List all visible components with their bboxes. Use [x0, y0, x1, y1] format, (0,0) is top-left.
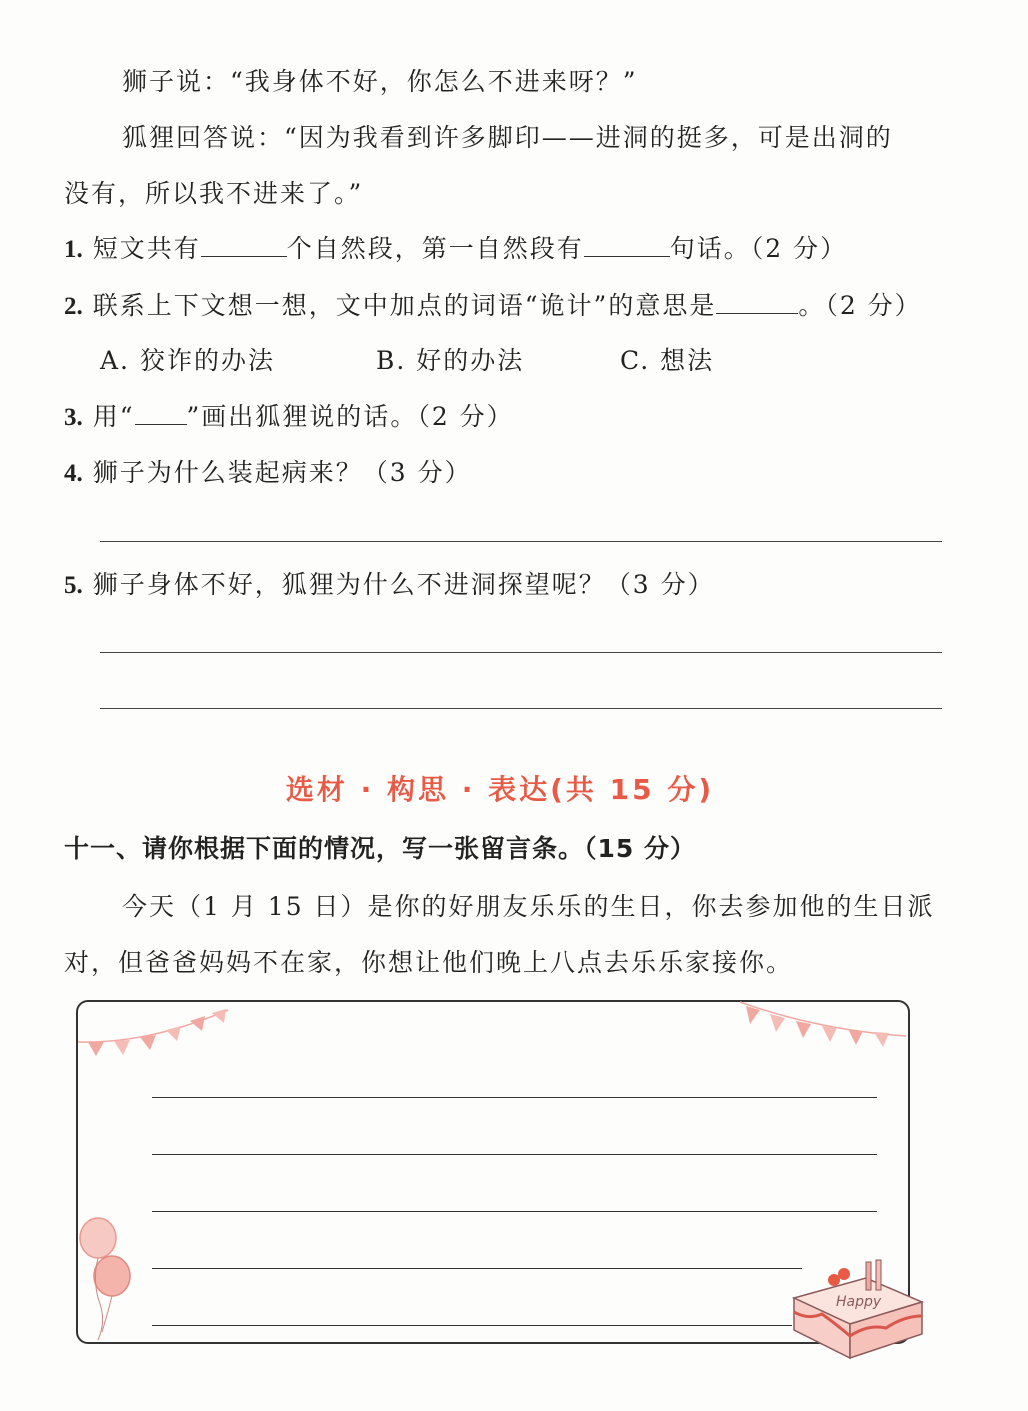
answer-line[interactable] — [100, 541, 942, 542]
question-5 — [64, 565, 715, 601]
question-text: 个自然段，第一自然段有 — [286, 234, 584, 263]
writing-line[interactable] — [152, 1097, 877, 1098]
answer-line[interactable] — [100, 652, 942, 653]
question-number: 3. — [64, 404, 83, 431]
question-text: 短文共有 — [92, 234, 201, 263]
question-text: 。（2 分） — [798, 291, 922, 320]
question-4 — [64, 453, 472, 489]
question-text: 狮子为什么装起病来？（3 分） — [92, 458, 472, 487]
birthday-cake-icon — [788, 1258, 928, 1363]
answer-blank[interactable] — [584, 232, 670, 257]
writing-line[interactable] — [152, 1211, 877, 1212]
answer-line[interactable] — [100, 708, 942, 709]
answer-blank[interactable] — [716, 289, 798, 314]
story-paragraph-lion: 狮子说：“我身体不好，你怎么不进来呀？” — [122, 67, 638, 96]
bunting-right-icon — [738, 1000, 908, 1058]
option-a[interactable]: A. 狡诈的办法 — [100, 346, 275, 375]
balloons-icon — [78, 1212, 138, 1342]
story-paragraph-fox-2: 没有，所以我不进来了。” — [64, 179, 364, 208]
option-c[interactable]: C. 想法 — [620, 346, 715, 375]
writing-line[interactable] — [152, 1325, 792, 1326]
writing-task-title: 十一、请你根据下面的情况，写一张留言条。（15 分） — [64, 834, 696, 863]
question-number: 5. — [64, 572, 83, 599]
writing-prompt-2: 对，但爸爸妈妈不在家，你想让他们晚上八点去乐乐家接你。 — [64, 948, 794, 977]
question-text: 句话。（2 分） — [669, 234, 848, 263]
question-3 — [64, 397, 514, 433]
question-1 — [64, 229, 847, 265]
question-text: ”画出狐狸说的话。（2 分） — [186, 402, 514, 431]
question-number: 4. — [64, 460, 83, 487]
writing-line[interactable] — [152, 1154, 877, 1155]
question-number: 2. — [64, 293, 83, 320]
question-text: 狮子身体不好，狐狸为什么不进洞探望呢？（3 分） — [92, 570, 715, 599]
question-text: 联系上下文想一想，文中加点的词语“诡计”的意思是 — [92, 291, 717, 320]
cake-text: Happy — [836, 1294, 882, 1310]
question-2 — [64, 286, 922, 322]
option-b[interactable]: B. 好的办法 — [376, 346, 525, 375]
story-paragraph-fox-1: 狐狸回答说：“因为我看到许多脚印——进洞的挺多，可是出洞的 — [122, 123, 893, 152]
bunting-left-icon — [78, 1004, 238, 1059]
underline-sample — [135, 400, 187, 425]
question-number: 1. — [64, 236, 83, 263]
answer-blank[interactable] — [201, 232, 287, 257]
writing-prompt-1: 今天（1 月 15 日）是你的好朋友乐乐的生日，你去参加他的生日派 — [122, 892, 935, 921]
section-title: 选材 · 构思 · 表达(共 15 分) — [285, 773, 715, 806]
question-text: 用“ — [92, 402, 135, 431]
writing-line[interactable] — [152, 1268, 802, 1269]
